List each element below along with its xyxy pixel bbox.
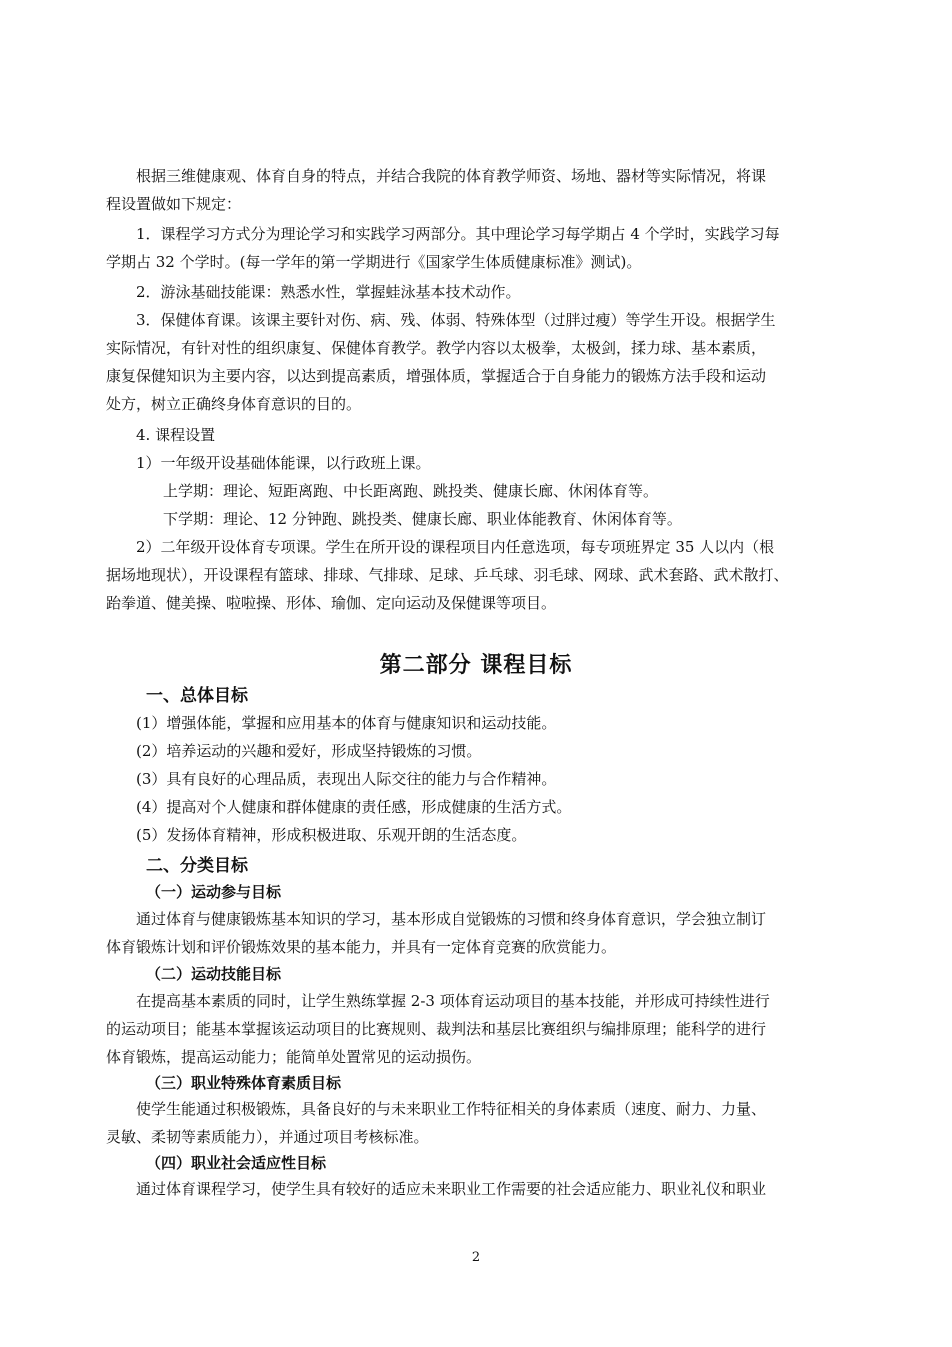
- item-3-line: 处方，树立正确终身体育意识的目的。: [106, 395, 362, 413]
- intro-line: 根据三维健康观、体育自身的特点，并结合我院的体育教学师资、场地、器材等实际情况，将课: [136, 167, 767, 185]
- item-4-sub-2-line: 跆拳道、健美操、啦啦操、形体、瑜伽、定向运动及保健课等项目。: [106, 594, 557, 612]
- item-4-heading: 4. 课程设置: [136, 426, 216, 444]
- overall-goal-item: (5）发扬体育精神，形成积极进取、乐观开朗的生活态度。: [136, 826, 527, 844]
- overall-goal-item: (2）培养运动的兴趣和爱好，形成坚持锻炼的习惯。: [136, 742, 482, 760]
- goal-3-heading: （三）职业特殊体育素质目标: [146, 1074, 342, 1092]
- item-4-sub-1: 1）一年级开设基础体能课，以行政班上课。: [136, 454, 431, 472]
- class-goals-heading: 二、分类目标: [146, 856, 248, 876]
- goal-1-line: 体育锻炼计划和评价锻炼效果的基本能力，并具有一定体育竞赛的欣赏能力。: [106, 938, 617, 956]
- intro-line: 程设置做如下规定：: [106, 195, 242, 213]
- goal-2-line: 的运动项目；能基本掌握该运动项目的比赛规则、裁判法和基层比赛组织与编排原理；能科学的进行: [106, 1020, 767, 1038]
- overall-goal-item: (1）增强体能，掌握和应用基本的体育与健康知识和运动技能。: [136, 714, 557, 732]
- item-2-paragraph: [0, 278, 952, 306]
- overall-goal-item: (3）具有良好的心理品质，表现出人际交往的能力与合作精神。: [136, 770, 557, 788]
- item-3-line: 实际情况，有针对性的组织康复、保健体育教学。教学内容以太极拳，太极剑，揉力球、基本素质，: [106, 339, 767, 357]
- item-1-line: 学期占 32 个学时。(每一学年的第一学期进行《国家学生体质健康标准》测试)。: [106, 253, 642, 271]
- goal-2-heading: （二）运动技能目标: [146, 965, 282, 983]
- item-4-sub-2-line: 2）二年级开设体育专项课。学生在所开设的课程项目内任意选项，每专项班界定 35 人以内（根: [136, 538, 775, 556]
- page-number: 2: [471, 1250, 481, 1265]
- item-1-paragraph: [0, 220, 952, 276]
- item-4-sub-2-line: 据场地现状），开设课程有篮球、排球、气排球、足球、乒乓球、羽毛球、网球、武术套路、武术散打、: [106, 566, 789, 584]
- overall-goal-item: (4）提高对个人健康和群体健康的责任感，形成健康的生活方式。: [136, 798, 572, 816]
- goal-3-line: 使学生能通过积极锻炼，具备良好的与未来职业工作特征相关的身体素质（速度、耐力、力量、: [136, 1100, 767, 1118]
- goal-2-line: 体育锻炼，提高运动能力；能简单处置常见的运动损伤。: [106, 1048, 482, 1066]
- intro-paragraph: [0, 162, 952, 218]
- goal-3-line: 灵敏、柔韧等素质能力），并通过项目考核标准。: [106, 1128, 429, 1146]
- item-3-line: 康复保健知识为主要内容，以达到提高素质，增强体质，掌握适合于自身能力的锻炼方法手段和运动: [106, 367, 767, 385]
- goal-4-line: 通过体育课程学习，使学生具有较好的适应未来职业工作需要的社会适应能力、职业礼仪和职业: [136, 1180, 767, 1198]
- goal-4-heading: （四）职业社会适应性目标: [146, 1154, 327, 1172]
- section-title: 第二部分 课程目标: [379, 653, 573, 678]
- goal-1-line: 通过体育与健康锻炼基本知识的学习，基本形成自觉锻炼的习惯和终身体育意识，学会独立制订: [136, 910, 767, 928]
- item-4-section: [0, 421, 952, 617]
- overall-goals-section: [0, 683, 952, 849]
- goal-1-heading: （一）运动参与目标: [146, 883, 282, 901]
- goal-2-line: 在提高基本素质的同时，让学生熟练掌握 2-3 项体育运动项目的基本技能，并形成可持续性进行: [136, 992, 770, 1010]
- item-3-line: 3．保健体育课。该课主要针对伤、病、残、体弱、特殊体型（过胖过瘦）等学生开设。根据学生: [136, 311, 776, 329]
- class-goals-section: [0, 853, 952, 1203]
- page-number-block: [0, 1250, 952, 1265]
- item-2-line: 2．游泳基础技能课：熟悉水性，掌握蛙泳基本技术动作。: [136, 283, 521, 301]
- item-3-paragraph: [0, 306, 952, 418]
- semester-1-line: 上学期：理论、短距离跑、中长距离跑、跳投类、健康长廊、休闲体育等。: [163, 482, 659, 500]
- item-1-line: 1．课程学习方式分为理论学习和实践学习两部分。其中理论学习每学期占 4 个学时，实践学习每: [136, 225, 780, 243]
- overall-goals-heading: 一、总体目标: [146, 686, 248, 706]
- section-title-block: [0, 648, 952, 679]
- semester-2-line: 下学期：理论、12 分钟跑、跳投类、健康长廊、职业体能教育、休闲体育等。: [163, 510, 682, 528]
